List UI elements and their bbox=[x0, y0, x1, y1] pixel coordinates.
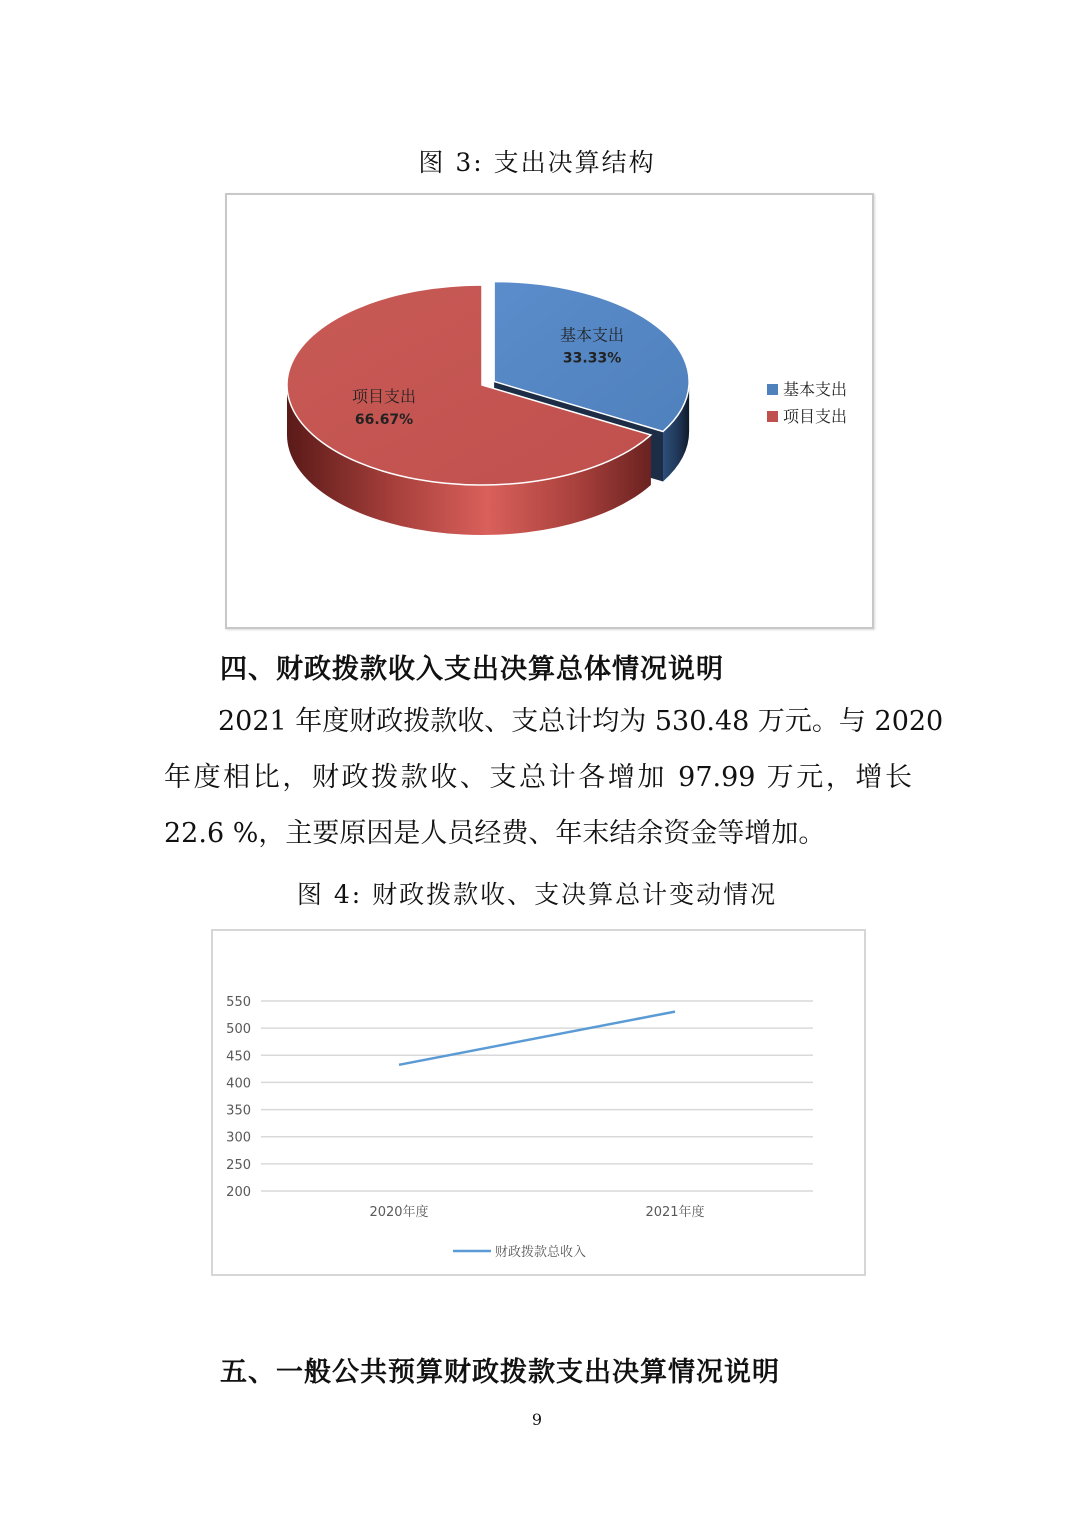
pie-label-0: 基本支出 bbox=[560, 325, 625, 345]
y-tick-label: 350 bbox=[226, 1103, 251, 1119]
series-line-0 bbox=[399, 1012, 675, 1065]
y-tick-label: 450 bbox=[226, 1049, 251, 1065]
x-tick-label: 2021年度 bbox=[645, 1205, 705, 1220]
page-number: 9 bbox=[531, 1410, 543, 1429]
line-chart-y-tick-labels bbox=[226, 995, 251, 1200]
section-4-heading: 四、财政拨款收入支出决算总体情况说明 bbox=[220, 654, 724, 685]
legend-series-label: 财政拨款总收入 bbox=[495, 1245, 587, 1260]
figure-4-caption: 图 4: 财政拨款收、支决算总计变动情况 bbox=[296, 880, 778, 909]
y-tick-label: 200 bbox=[226, 1185, 251, 1200]
appropriation-total-line-chart bbox=[213, 931, 864, 1274]
pie-chart-frame bbox=[225, 193, 874, 629]
y-tick-label: 250 bbox=[226, 1157, 251, 1173]
pie-legend-swatch-0 bbox=[767, 384, 778, 395]
line-chart-x-tick-labels bbox=[369, 1204, 704, 1220]
line-chart-series bbox=[399, 1012, 675, 1065]
pie-percent-0: 33.33% bbox=[562, 350, 622, 367]
paragraph-line-3: 22.6 %，主要原因是人员经费、年末结余资金等增加。 bbox=[164, 818, 826, 849]
y-tick-label: 400 bbox=[226, 1076, 251, 1092]
pie-label-1: 项目支出 bbox=[352, 387, 417, 407]
line-chart-gridlines bbox=[261, 1001, 813, 1191]
section-4-paragraph bbox=[164, 694, 944, 862]
pie-legend-swatch-1 bbox=[767, 411, 778, 422]
expense-structure-pie-chart bbox=[227, 195, 872, 627]
pie-legend bbox=[767, 380, 847, 426]
y-tick-label: 550 bbox=[226, 995, 251, 1010]
line-chart-frame bbox=[211, 929, 866, 1276]
y-tick-label: 500 bbox=[226, 1022, 251, 1038]
figure-3-caption: 图 3: 支出决算结构 bbox=[418, 148, 656, 177]
x-tick-label: 2020年度 bbox=[369, 1205, 429, 1220]
pie-legend-label-0: 基本支出 bbox=[783, 380, 848, 399]
pie-percent-1: 66.67% bbox=[354, 412, 414, 429]
pie-legend-label-1: 项目支出 bbox=[783, 407, 848, 426]
paragraph-line-2: 年度相比，财政拨款收、支总计各增加 97.99 万元，增长 bbox=[164, 762, 912, 793]
y-tick-label: 300 bbox=[226, 1130, 251, 1146]
section-5-heading: 五、一般公共预算财政拨款支出决算情况说明 bbox=[220, 1357, 780, 1388]
paragraph-line-1: 2021 年度财政拨款收、支总计均为 530.48 万元。与 2020 bbox=[218, 706, 944, 737]
line-chart-legend bbox=[453, 1244, 586, 1260]
